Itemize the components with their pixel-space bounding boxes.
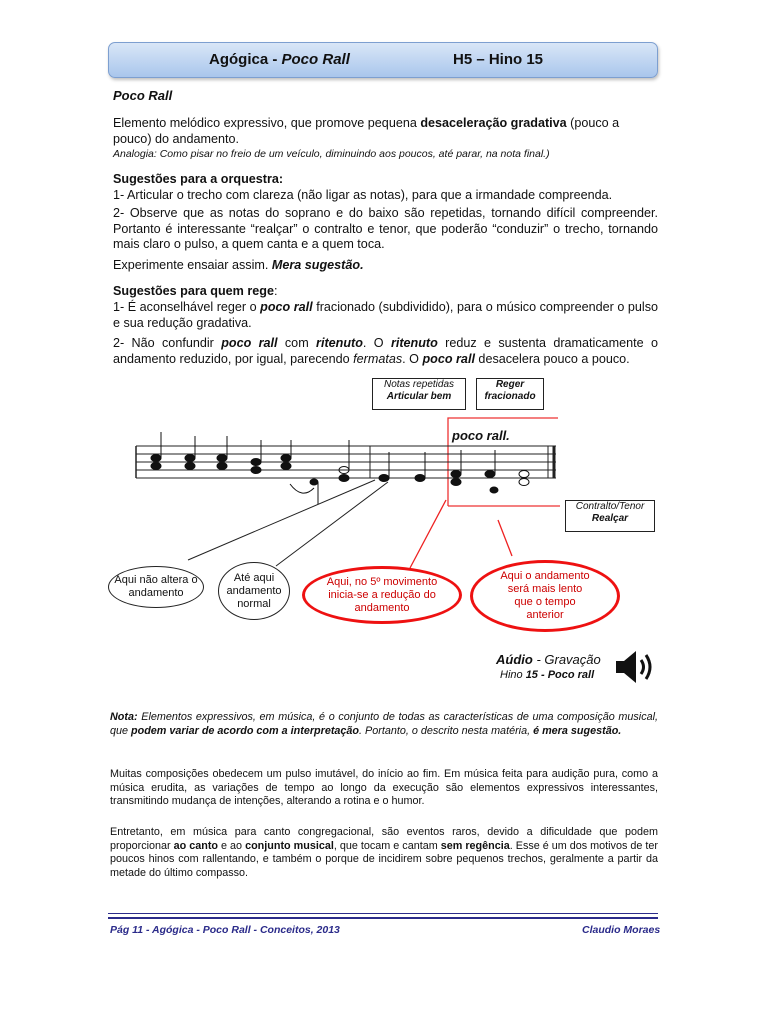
- conductor-item-2: 2- Não confundir poco rall com ritenuto. O ritenuto reduz e sustenta dramaticamente o andamento reduzido, por igual, parecendo fermatas. O poco rall desacelera pouco a pouco.: [113, 336, 659, 366]
- conduct-fractioned-box: Reger fracionado: [476, 378, 544, 410]
- orchestra-item-2: 2- Observe que as notas do soprano e do baixo são repetidas, tornando difícil compreender. Portanto é interessante “realçar” o contralto e tenor, que poderão “conduzir” o trecho, tornando mais claro o pulso, a quem canta e a quem toca.: [113, 206, 658, 252]
- footer-author: Claudio Moraes: [582, 924, 661, 936]
- oval-slowdown-start: Aqui, no 5º movimento inicia-se a redução do andamento: [302, 566, 462, 624]
- pointer-line-1: [188, 480, 375, 560]
- speaker-icon[interactable]: [614, 648, 658, 686]
- alto-tenor-box: Contralto/Tenor Realçar: [565, 500, 655, 532]
- analogy-text: Analogia: Como pisar no freio de um veículo, diminuindo aos poucos, até parar, na nota final.): [113, 148, 550, 160]
- poco-rall-label: poco rall.: [452, 428, 510, 443]
- note-paragraph: Nota: Elementos expressivos, em música, é o conjunto de todas as características de uma composição musical, que podem variar de acordo com a interpretação. Portanto, o descrito nesta matéria, é mera sugestão.: [110, 711, 658, 737]
- repeated-notes-box: Notas repetidas Articular bem: [372, 378, 466, 410]
- oval-no-change: Aqui não altera o andamento: [108, 566, 204, 608]
- paragraph-pulse: Muitas composições obedecem um pulso imutável, do início ao fim. Em música feita para audição pura, como a música erudita, as variações de tempo ao longo da execução são elementos expressivos interessantes, transmitindo mudança de intenções, alterando a rotina e o humor.: [110, 768, 658, 808]
- header-hymn: H5 – Hino 15: [453, 51, 544, 68]
- orchestra-item-3: Experimente ensaiar assim. Mera sugestão.: [113, 258, 364, 272]
- orchestra-title: Sugestões para a orquestra:: [113, 172, 284, 186]
- pointer-line-3: [410, 500, 446, 568]
- section-title: Poco Rall: [113, 88, 173, 103]
- footer-rule-thin: [108, 913, 658, 914]
- pointer-line-2: [276, 482, 388, 566]
- audio-label: Aúdio - Gravação: [496, 652, 601, 667]
- slur: [290, 484, 314, 493]
- paragraph-congregational: Entretanto, em música para canto congregacional, são eventos raros, devido a dificuldade que podem proporcionar ao canto e ao conjunto musical, que tocam e cantam sem regência. Esse é um dos motivos de ter poucos hinos com rallentando, e também o porque de incidirem sobre pequenos trechos, geralmente a partir da metade do último compasso.: [110, 826, 658, 879]
- oval-slower-tempo: Aqui o andamento será mais lento que o tempo anterior: [470, 560, 620, 632]
- header-title: Agógica - Poco Rall: [209, 51, 350, 68]
- intro-paragraph: Elemento melódico expressivo, que promove pequena desaceleração gradativa (pouco a pouco) do andamento.: [113, 116, 620, 146]
- conductor-title: Sugestões para quem rege:: [113, 284, 278, 298]
- orchestra-item-1: 1- Articular o trecho com clareza (não ligar as notas), para que a irmandade compreenda.: [113, 188, 613, 202]
- audio-hymn: Hino 15 - Poco rall: [500, 669, 595, 681]
- pointer-line-4: [498, 520, 512, 556]
- oval-normal-tempo: Até aqui andamento normal: [218, 562, 290, 620]
- footer-left: Pág 11 - Agógica - Poco Rall - Conceitos, 2013: [110, 924, 340, 936]
- footer-rule-thick: [108, 917, 658, 919]
- conductor-item-1: 1- É aconselhável reger o poco rall fracionado (subdividido), para o músico compreender o pulso e sua redução gradativa.: [113, 300, 659, 330]
